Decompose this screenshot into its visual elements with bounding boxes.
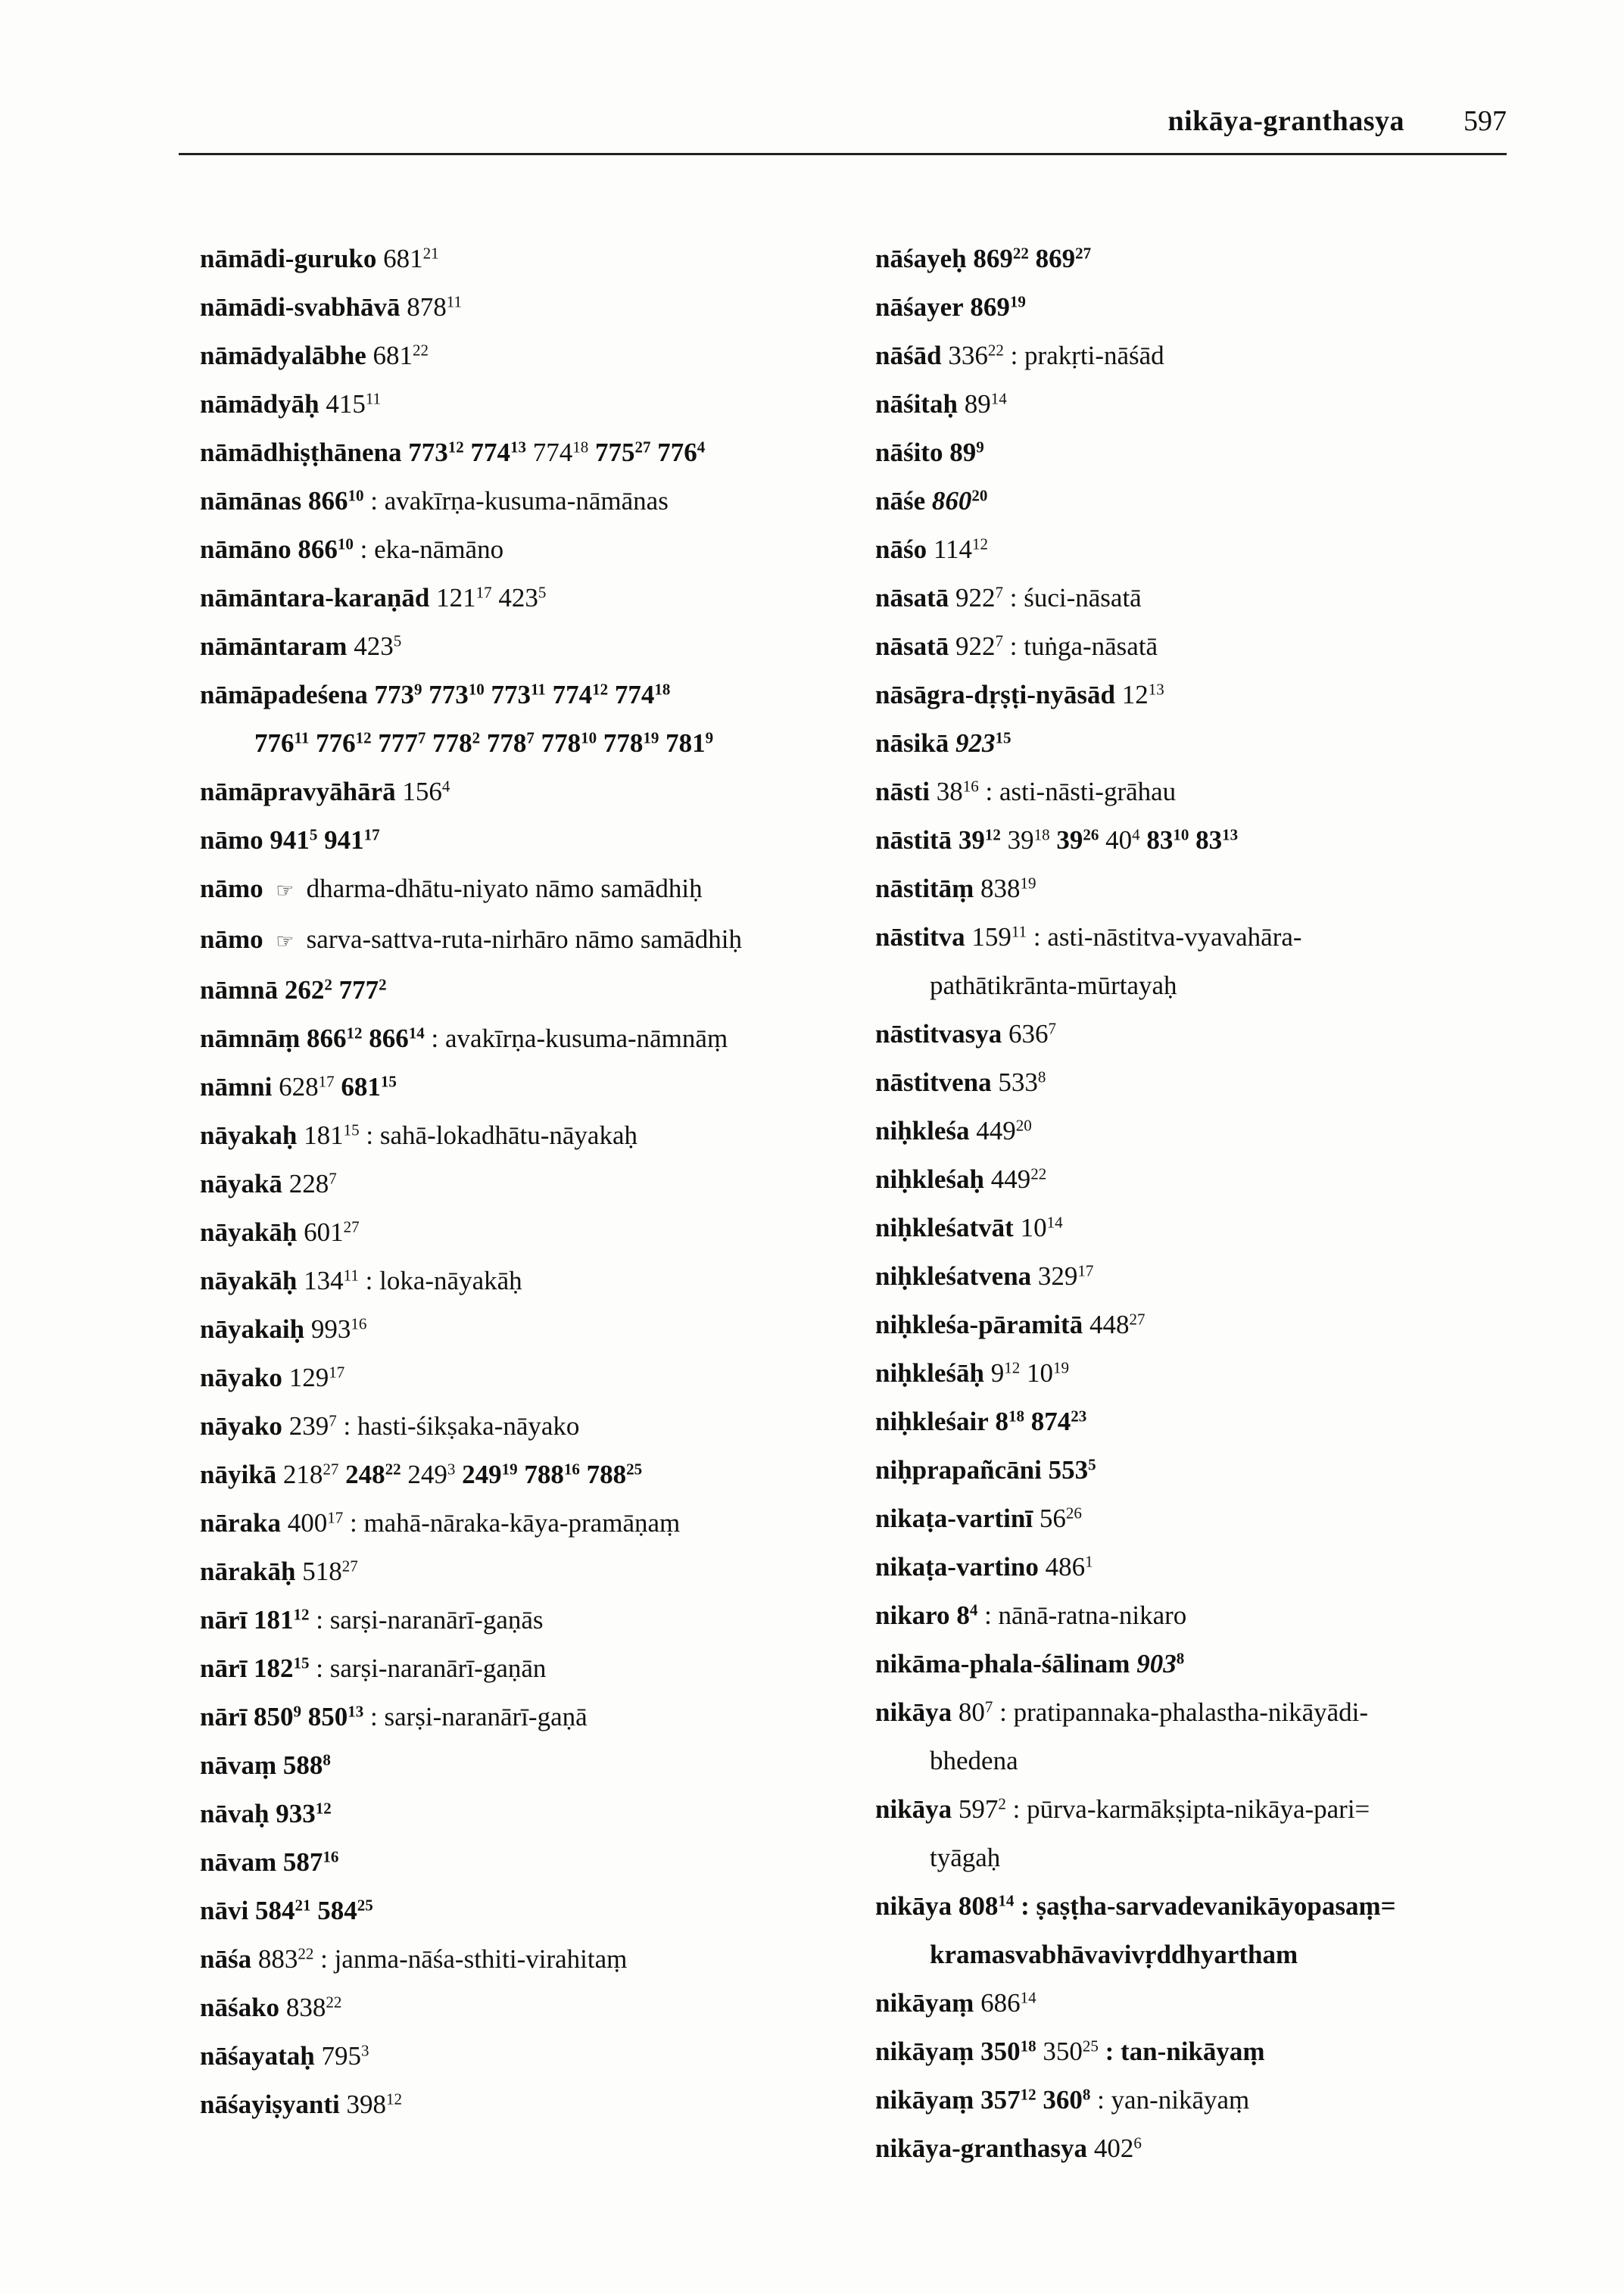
index-entry [875, 380, 1496, 429]
entry-headword: niḥkleśatvāt [875, 1213, 1014, 1242]
entry-headword: nāyakāḥ [200, 1217, 298, 1247]
entry-references: $553^5$ [1048, 1455, 1096, 1485]
entry-references: $357^{12}$ $360^8$ : yan-nikāyaṃ [980, 2085, 1250, 2115]
entry-headword: nikāyaṃ [875, 2037, 974, 2066]
entry-headword: nāmāntaram [200, 631, 348, 661]
entry-references: $39^{12}$ $39^{18}$ $39^{26}$ $40^4$ $83^{10}$ $83^{13}$ [958, 825, 1239, 855]
entry-references: $400^{17}$ : mahā-nāraka-kāya-pramāṇaṃ [280, 1508, 681, 1538]
index-entry [875, 235, 1496, 283]
index-entry [200, 1693, 866, 1741]
running-title: nikāya-granthasya [1167, 105, 1404, 137]
entry-references: $773^{12}$ $774^{13}$ $774^{18}$ $775^{27}$ $776^4$ [408, 438, 706, 467]
entry-headword: nāstitvena [875, 1068, 992, 1097]
index-entry [875, 1640, 1496, 1688]
entry-references: $922^7$ : śuci-nāsatā [949, 583, 1142, 612]
index-entry [200, 865, 866, 915]
index-entry [200, 1402, 866, 1451]
entry-continuation: pathātikrānta-mūrtayaḥ [930, 971, 1177, 1000]
entry-headword: nāraka [200, 1508, 281, 1538]
entry-references: $866^{10}$ : avakīrṇa-kusuma-nāmānas [307, 486, 669, 516]
entry-references: $838^{22}$ [279, 1993, 342, 2022]
entry-references: $883^{22}$ : janma-nāśa-sthiti-virahitaṃ [251, 1944, 628, 1974]
index-entry [875, 913, 1496, 1010]
entry-headword: nāśayeḥ [875, 244, 967, 273]
entry-references: $587^{16}$ [282, 1847, 339, 1877]
index-entry [875, 1010, 1496, 1058]
index-entry [875, 1446, 1496, 1495]
entry-headword: nikaro [875, 1601, 950, 1630]
index-entry [200, 332, 866, 380]
index-entry [875, 671, 1496, 719]
entry-references: $329^{17}$ [1031, 1261, 1094, 1291]
entry-headword: niḥkleśa-pāramitā [875, 1310, 1083, 1339]
entry-headword: niḥprapañcāni [875, 1455, 1042, 1485]
entry-continuation: tyāgaḥ [930, 1843, 1001, 1872]
entry-references: $38^{16}$ : asti-nāsti-grāhau [929, 777, 1177, 806]
entry-headword: nāmādi-svabhāvā [200, 292, 401, 322]
index-entry [875, 1349, 1496, 1398]
entry-headword: nāśito [875, 438, 943, 467]
index-entry [200, 1111, 866, 1160]
index-entry [875, 1979, 1496, 2028]
entry-headword: nāśa [200, 1944, 252, 1974]
index-entry [200, 622, 866, 671]
entry-headword: nāyakā [200, 1169, 282, 1198]
entry-references: $449^{22}$ [983, 1164, 1047, 1194]
entry-headword: nāśayiṣyanti [200, 2090, 340, 2119]
entry-headword: nāyikā [200, 1460, 277, 1489]
entry-continuation: kramasvabhāvavivṛddhyartham [930, 1940, 1298, 1969]
entry-headword: nārakāḥ [200, 1557, 296, 1586]
entry-references: $80^7$ : pratipannaka-phalastha-nikāyādi- [952, 1697, 1369, 1727]
entry-references: ☞ dharma-dhātu-niyato nāmo samādhiḥ [276, 874, 703, 903]
entry-headword: niḥkleśatvena [875, 1261, 1032, 1291]
entry-headword: nārī [200, 1653, 248, 1683]
entry-headword: nikāyaṃ [875, 1988, 974, 2018]
entry-headword: nāyako [200, 1363, 282, 1392]
entry-references: $181^{12}$ : sarṣi-naranārī-gaṇās [253, 1605, 544, 1635]
index-entry [875, 477, 1496, 525]
entry-references: $10^{14}$ [1013, 1213, 1063, 1242]
entry-headword: nāmnāṃ [200, 1024, 301, 1053]
index-entry [875, 525, 1496, 574]
entry-headword: nāsāgra-dṛṣṭi-nyāsād [875, 680, 1115, 709]
index-entry [200, 1984, 866, 2032]
entry-references: $8^{18}$ $874^{23}$ [995, 1407, 1087, 1436]
entry-references: $838^{19}$ [974, 874, 1036, 903]
entry-continuation: bhedena [930, 1746, 1018, 1775]
entry-headword: nāvaṃ [200, 1750, 277, 1780]
entry-headword: nāśe [875, 486, 926, 516]
index-entry [875, 429, 1496, 477]
entry-headword: nāstitva [875, 922, 965, 952]
entry-references: $850^9$ $850^{13}$ : sarṣi-naranārī-gaṇā [253, 1702, 588, 1731]
entry-references: $869^{19}$ [970, 292, 1026, 322]
entry-references: ☞ sarva-sattva-ruta-nirhāro nāmo samādhiḥ [276, 924, 743, 954]
index-entry [200, 1887, 866, 1935]
entry-headword: nāśayataḥ [200, 2041, 315, 2071]
entry-references: $681^{22}$ [366, 341, 429, 370]
entry-headword: nāmo [200, 825, 263, 855]
entry-references: $866^{12}$ $866^{14}$ : avakīrṇa-kusuma-nāmnāṃ [307, 1024, 728, 1053]
index-entry [875, 574, 1496, 622]
entry-references: $773^9$ $773^{10}$ $773^{11}$ $774^{12}$ $774^{18}$ [374, 680, 671, 709]
entry-references: $878^{11}$ [400, 292, 463, 322]
entry-headword: nikāyaṃ [875, 2085, 974, 2115]
entry-references: $89^9$ [949, 438, 984, 467]
index-entry [875, 1785, 1496, 1882]
entry-references: $159^{11}$ : asti-nāstitva-vyavahāra- [965, 922, 1302, 952]
index-entry [875, 2076, 1496, 2124]
entry-headword: nāvam [200, 1847, 277, 1877]
entry-references: $239^7$ : hasti-śikṣaka-nāyako [282, 1411, 580, 1441]
entry-references: $12^{13}$ [1114, 680, 1164, 709]
index-entry [200, 380, 866, 429]
entry-headword: nāsikā [875, 728, 949, 758]
entry-references: $923^{15}$ [955, 728, 1011, 758]
entry-references: $808^{14}$ : ṣaṣṭha-sarvadevanikāyopasaṃ= [958, 1891, 1396, 1921]
index-entry [875, 719, 1496, 768]
entry-headword: nāmādyāḥ [200, 389, 320, 419]
index-entry [200, 671, 866, 768]
entry-references: $228^7$ [282, 1169, 337, 1198]
entry-headword: nāmo [200, 924, 263, 954]
entry-headword: nikāya [875, 1891, 952, 1921]
entry-headword: nārī [200, 1702, 248, 1731]
index-entry [875, 1591, 1496, 1640]
index-entry [875, 622, 1496, 671]
entry-headword: nāsatā [875, 583, 949, 612]
index-entry [200, 1160, 866, 1208]
entry-references: $860^{20}$ [931, 486, 988, 516]
index-entry [875, 1688, 1496, 1785]
entry-continuation: $776^{11}$ $776^{12}$ $777^7$ $778^2$ $778^7$ $778^{10}$ $778^{19}$ $781^9$ [254, 728, 714, 758]
index-entry [875, 2028, 1496, 2076]
index-entry [875, 1543, 1496, 1591]
entry-references: $423^5$ [347, 631, 402, 661]
index-entry [200, 525, 866, 574]
entry-references: $262^2$ $777^2$ [284, 975, 387, 1005]
entry-headword: nikāya [875, 1794, 952, 1824]
entry-headword: nāstitā [875, 825, 952, 855]
entry-headword: niḥkleśa [875, 1116, 970, 1145]
index-entry [200, 235, 866, 283]
entry-headword: nāmādi-guruko [200, 244, 377, 273]
entry-references: $121^{17}$ $423^5$ [429, 583, 547, 612]
entry-references: $336^{22}$ : prakṛti-nāśād [941, 341, 1164, 370]
entry-references: $415^{11}$ [319, 389, 382, 419]
entry-references: $182^{15}$ : sarṣi-naranārī-gaṇān [253, 1653, 547, 1683]
running-head [179, 104, 1507, 155]
entry-references: $518^{27}$ [295, 1557, 358, 1586]
index-entry [200, 1208, 866, 1257]
index-entry [875, 1398, 1496, 1446]
entry-references: $398^{12}$ [339, 2090, 403, 2119]
entry-headword: nāmnā [200, 975, 279, 1005]
index-entry [200, 768, 866, 816]
entry-references: $866^{10}$ : eka-nāmāno [298, 535, 504, 564]
entry-headword: nāyako [200, 1411, 282, 1441]
entry-references: $114^{12}$ [927, 535, 989, 564]
index-entry [200, 2032, 866, 2080]
entry-headword: nāyakaḥ [200, 1121, 298, 1150]
index-entry [875, 1204, 1496, 1252]
entry-references: $681^{21}$ [376, 244, 439, 273]
entry-references: $350^{18}$ $350^{25}$ : tan-nikāyaṃ [980, 2037, 1265, 2066]
index-entry [875, 865, 1496, 913]
entry-headword: nikāya [875, 1697, 952, 1727]
entry-headword: nāyakaiḥ [200, 1314, 305, 1344]
index-entry [200, 1499, 866, 1548]
index-entry [875, 1301, 1496, 1349]
entry-references: $533^8$ [991, 1068, 1046, 1097]
index-entry [200, 1257, 866, 1305]
entry-references: $686^{14}$ [974, 1988, 1036, 2018]
index-entry [200, 283, 866, 332]
index-column-right [875, 235, 1496, 2173]
entry-references: $56^{26}$ [1033, 1504, 1082, 1533]
entry-headword: nāśako [200, 1993, 280, 2022]
index-entry [200, 1596, 866, 1644]
index-entry [200, 1063, 866, 1111]
entry-references: $601^{27}$ [297, 1217, 360, 1247]
entry-references: $869^{22}$ $869^{27}$ [973, 244, 1092, 273]
entry-references: $402^6$ [1087, 2133, 1142, 2163]
index-entry [875, 2124, 1496, 2173]
entry-headword: nāvi [200, 1896, 249, 1925]
entry-headword: nāsatā [875, 631, 949, 661]
entry-headword: nāmo [200, 874, 263, 903]
entry-headword: nāvaḥ [200, 1799, 270, 1828]
entry-headword: nāmāno [200, 535, 291, 564]
index-entry [200, 1935, 866, 1984]
entry-headword: nāyakāḥ [200, 1266, 298, 1295]
entry-references: $584^{21}$ $584^{25}$ [254, 1896, 373, 1925]
index-entry [200, 1838, 866, 1887]
index-entry [875, 816, 1496, 865]
entry-headword: nāstitvasya [875, 1019, 1002, 1049]
entry-references: $628^{17}$ $681^{15}$ [272, 1072, 397, 1102]
index-entry [200, 429, 866, 477]
entry-references: $588^8$ [282, 1750, 331, 1780]
index-entry [875, 1882, 1496, 1979]
index-entry [200, 1015, 866, 1063]
entry-headword: niḥkleśāḥ [875, 1358, 984, 1388]
entry-headword: niḥkleśaḥ [875, 1164, 984, 1194]
entry-references: $903^8$ [1136, 1649, 1185, 1678]
entry-references: $9^{12}$ $10^{19}$ [983, 1358, 1069, 1388]
index-entry [200, 2080, 866, 2129]
entry-references: $486^1$ [1038, 1552, 1093, 1582]
entry-headword: nāmādhiṣṭhānena [200, 438, 402, 467]
index-entry [200, 1548, 866, 1596]
entry-references: $448^{27}$ [1083, 1310, 1146, 1339]
entry-references: $8^4$ : nānā-ratna-nikaro [956, 1601, 1187, 1630]
entry-references: $941^5$ $941^{17}$ [270, 825, 380, 855]
entry-references: $933^{12}$ [276, 1799, 332, 1828]
index-entry [875, 1107, 1496, 1155]
index-entry [200, 1790, 866, 1838]
entry-references: $134^{11}$ : loka-nāyakāḥ [297, 1266, 522, 1295]
index-entry [200, 1451, 866, 1499]
index-entry [200, 574, 866, 622]
index-entry [200, 477, 866, 525]
entry-headword: niḥkleśair [875, 1407, 989, 1436]
entry-headword: nāmānas [200, 486, 302, 516]
entry-references: $89^{14}$ [957, 389, 1007, 419]
entry-references: $129^{17}$ [282, 1363, 345, 1392]
index-column-left [200, 235, 866, 2129]
index-entry [200, 1741, 866, 1790]
entry-headword: nāmāpadeśena [200, 680, 368, 709]
entry-references: $181^{15}$ : sahā-lokadhātu-nāyakaḥ [297, 1121, 638, 1150]
index-entry [875, 283, 1496, 332]
entry-headword: nāmni [200, 1072, 273, 1102]
index-entry [200, 1354, 866, 1402]
entry-headword: nāmāntara-karaṇād [200, 583, 430, 612]
index-entry [875, 1252, 1496, 1301]
entry-references: $636^7$ [1002, 1019, 1056, 1049]
index-entry [200, 915, 866, 966]
entry-headword: nāsti [875, 777, 930, 806]
index-entry [875, 1495, 1496, 1543]
entry-headword: nikaṭa-vartinī [875, 1504, 1033, 1533]
entry-references: $795^3$ [314, 2041, 369, 2071]
index-entry [875, 1155, 1496, 1204]
entry-headword: nāśād [875, 341, 942, 370]
entry-references: $922^7$ : tuṅga-nāsatā [949, 631, 1158, 661]
entry-headword: nāstitāṃ [875, 874, 974, 903]
index-entry [875, 1058, 1496, 1107]
entry-headword: nikaṭa-vartino [875, 1552, 1039, 1582]
entry-references: $218^{27}$ $248^{22}$ $249^3$ $249^{19}$ $788^{16}$ $788^{25}$ [276, 1460, 643, 1489]
index-entry [200, 816, 866, 865]
entry-headword: nāmādyalābhe [200, 341, 366, 370]
entry-references: $993^{16}$ [304, 1314, 367, 1344]
entry-headword: nāśayer [875, 292, 964, 322]
index-entry [200, 1644, 866, 1693]
entry-references: $597^2$ : pūrva-karmākṣipta-nikāya-pari= [952, 1794, 1370, 1824]
entry-headword: nikāma-phala-śālinam [875, 1649, 1130, 1678]
index-entry [875, 332, 1496, 380]
index-entry [200, 966, 866, 1015]
entry-headword: nāmāpravyāhārā [200, 777, 396, 806]
entry-headword: nāśitaḥ [875, 389, 958, 419]
entry-references: $156^4$ [395, 777, 450, 806]
entry-headword: nāśo [875, 535, 927, 564]
index-entry [875, 768, 1496, 816]
page-number: 597 [1463, 105, 1507, 137]
entry-headword: nikāya-granthasya [875, 2133, 1088, 2163]
entry-references: $449^{20}$ [969, 1116, 1032, 1145]
entry-headword: nārī [200, 1605, 248, 1635]
index-entry [200, 1305, 866, 1354]
